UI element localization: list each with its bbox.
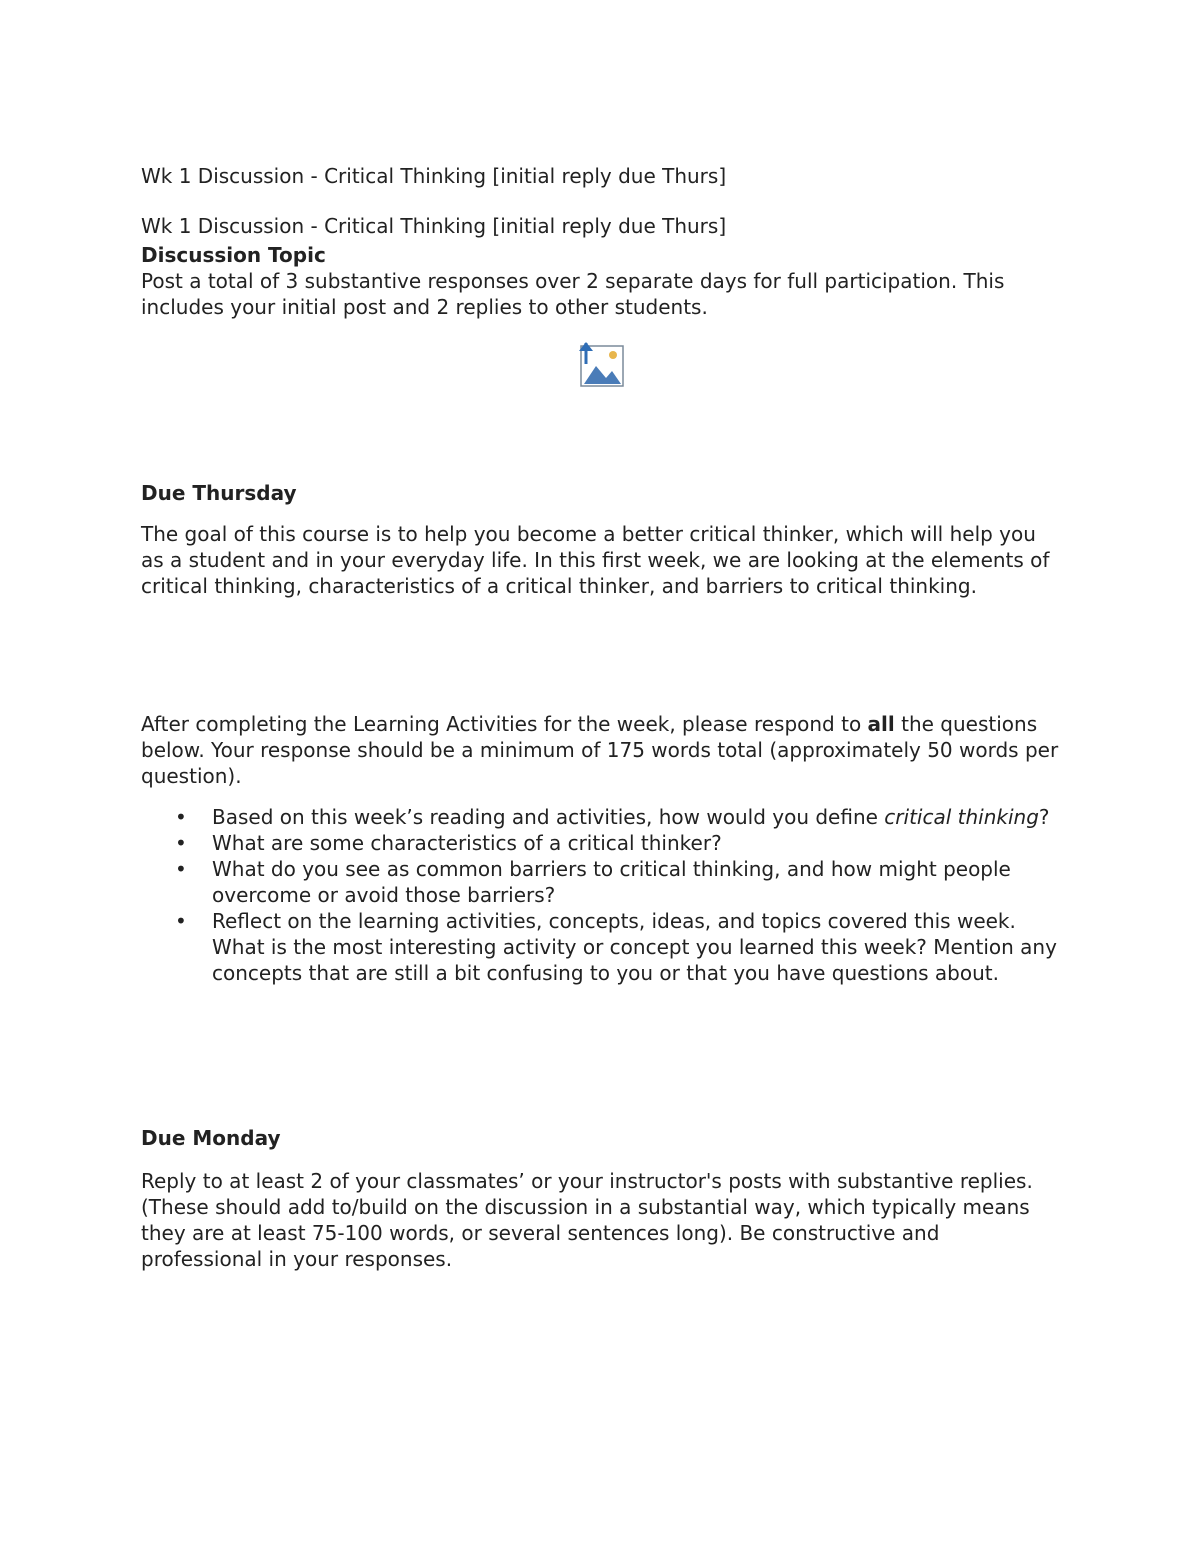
list-item: [141, 856, 1061, 908]
list-item: [141, 908, 1061, 986]
bullet-icon: •: [175, 831, 187, 855]
discussion-title: Wk 1 Discussion - Critical Thinking [initial reply due Thurs]: [141, 214, 727, 238]
list-item: [141, 804, 1061, 830]
image-placeholder-icon: [575, 340, 627, 390]
instructions-text-start: After completing the Learning Activities for the week, please respond to: [141, 712, 868, 736]
bullet-icon: •: [175, 909, 187, 933]
discussion-topic-text: Post a total of 3 substantive responses over 2 separate days for full participation. This includes your initial post and 2 replies to other students.: [141, 269, 1005, 319]
bullet-icon: •: [175, 857, 187, 881]
instructions-paragraph: [141, 711, 1061, 789]
due-monday-heading: Due Monday: [141, 1126, 281, 1150]
bullet-icon: •: [175, 805, 187, 829]
question-text: Based on this week’s reading and activities, how would you define critical thinking?: [212, 805, 1050, 829]
question-text: Reflect on the learning activities, concepts, ideas, and topics covered this week. What is the most interesting activity or concept you learned this week? Mention any concepts that are still a bit confusing to you or that you have questions about.: [212, 909, 1057, 985]
document-title: Wk 1 Discussion - Critical Thinking [initial reply due Thurs]: [141, 164, 727, 188]
discussion-topic-heading: Discussion Topic: [141, 243, 326, 267]
due-thursday-text: The goal of this course is to help you become a better critical thinker, which will help you as a student and in your everyday life. In this first week, we are looking at the elements of critical thinking, characteristics of a critical thinker, and barriers to critical thinking.: [141, 522, 1050, 598]
instructions-text-end: the questions below. Your response should be a minimum of 175 words total (approximately 50 words per question).: [141, 712, 1059, 788]
instructions-emphasis: all: [867, 712, 895, 736]
question-list: [141, 804, 1061, 986]
question-text: What do you see as common barriers to critical thinking, and how might people overcome or avoid those barriers?: [212, 857, 1011, 907]
question-text: What are some characteristics of a critical thinker?: [212, 831, 722, 855]
list-item: [141, 830, 1061, 856]
due-monday-text: Reply to at least 2 of your classmates’ or your instructor's posts with substantive replies. (These should add to/build on the discussion in a substantial way, which typically means they are at least 75-100 words, or several sentences long). Be constructive and professional in your responses.: [141, 1169, 1033, 1271]
due-thursday-heading: Due Thursday: [141, 481, 297, 505]
